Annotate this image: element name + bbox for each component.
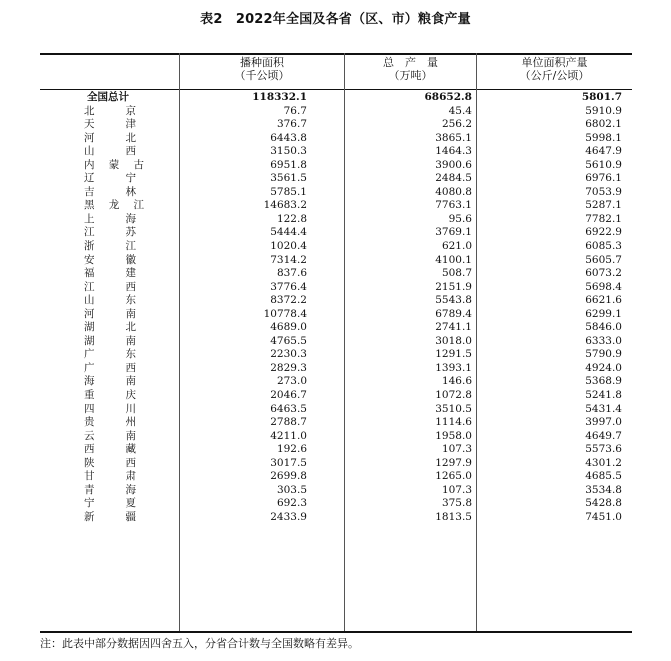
table-row (40, 484, 632, 498)
region-name: 宁 夏 (84, 497, 136, 510)
table-row (40, 254, 632, 268)
value-output: 2484.5 (435, 172, 472, 185)
table-header-rule (40, 89, 632, 90)
region-name: 甘 肃 (84, 470, 136, 483)
table-row-total (40, 91, 632, 105)
value-output: 2741.1 (435, 321, 472, 334)
value-output: 68652.8 (424, 91, 472, 103)
value-output: 1958.0 (435, 429, 472, 442)
region-name: 山 东 (84, 294, 136, 307)
value-yield: 4685.5 (585, 470, 622, 483)
value-output: 146.6 (441, 375, 472, 388)
value-output: 45.4 (448, 104, 472, 117)
value-area: 76.7 (283, 104, 307, 117)
value-yield: 6073.2 (585, 267, 622, 280)
value-area: 1020.4 (270, 240, 307, 253)
value-output: 3018.0 (435, 334, 472, 347)
table-row (40, 511, 632, 525)
value-output: 4080.8 (435, 185, 472, 198)
table-row (40, 403, 632, 417)
value-area: 8372.2 (270, 294, 307, 307)
value-area: 303.5 (276, 483, 307, 496)
value-area: 6951.8 (270, 158, 307, 171)
value-yield: 3997.0 (585, 416, 622, 429)
value-output: 95.6 (448, 212, 472, 225)
table-row (40, 186, 632, 200)
value-yield: 5998.1 (585, 131, 622, 144)
value-area: 4689.0 (270, 321, 307, 334)
value-yield: 5910.9 (585, 104, 622, 117)
value-area: 837.6 (276, 267, 307, 280)
value-yield: 5790.9 (585, 348, 622, 361)
value-output: 1297.9 (435, 456, 472, 469)
value-output: 3510.5 (435, 402, 472, 415)
table-row (40, 348, 632, 362)
table-row (40, 294, 632, 308)
region-name: 广 西 (84, 361, 136, 374)
region-name: 贵 州 (84, 416, 136, 429)
table-row (40, 172, 632, 186)
region-name: 辽 宁 (84, 172, 136, 185)
value-area: 273.0 (276, 375, 307, 388)
table-row (40, 389, 632, 403)
value-output: 621.0 (441, 240, 472, 253)
value-area: 2046.7 (270, 389, 307, 402)
value-area: 122.8 (276, 212, 307, 225)
column-header-unit: （公斤/公顷） (519, 69, 590, 82)
region-name: 湖 南 (84, 334, 136, 347)
value-area: 5444.4 (270, 226, 307, 239)
value-yield: 7053.9 (585, 185, 622, 198)
value-yield: 6621.6 (585, 294, 622, 307)
value-area: 2699.8 (270, 470, 307, 483)
value-yield: 5573.6 (585, 443, 622, 456)
table-row (40, 132, 632, 146)
value-output: 1114.6 (435, 416, 472, 429)
table-row (40, 199, 632, 213)
region-name: 全国总计 (87, 91, 129, 103)
value-yield: 4301.2 (585, 456, 622, 469)
table-row (40, 430, 632, 444)
value-area: 376.7 (276, 118, 307, 131)
value-output: 1072.8 (435, 389, 472, 402)
table-row (40, 362, 632, 376)
region-name: 天 津 (84, 118, 136, 131)
value-area: 3776.4 (270, 280, 307, 293)
table-row (40, 159, 632, 173)
value-yield: 4647.9 (585, 145, 622, 158)
value-yield: 5698.4 (585, 280, 622, 293)
region-name: 青 海 (84, 483, 136, 496)
value-output: 1464.3 (435, 145, 472, 158)
value-output: 5543.8 (435, 294, 472, 307)
value-output: 1813.5 (435, 510, 472, 523)
value-yield: 5287.1 (585, 199, 622, 212)
value-yield: 5368.9 (585, 375, 622, 388)
value-area: 7314.2 (270, 253, 307, 266)
value-area: 192.6 (276, 443, 307, 456)
column-header-unit: （万吨） (388, 69, 433, 82)
value-yield: 6976.1 (585, 172, 622, 185)
value-output: 7763.1 (435, 199, 472, 212)
region-name: 湖 北 (84, 321, 136, 334)
value-yield: 6333.0 (585, 334, 622, 347)
region-name: 新 疆 (84, 510, 136, 523)
value-yield: 6802.1 (585, 118, 622, 131)
column-header-output (345, 56, 476, 82)
column-header-label: 单位面积产量 (521, 56, 588, 69)
value-area: 4211.0 (270, 429, 307, 442)
table-bottom-rule (40, 631, 632, 633)
table-row (40, 105, 632, 119)
region-name: 江 苏 (84, 226, 136, 239)
value-output: 3769.1 (435, 226, 472, 239)
region-name: 福 建 (84, 267, 136, 280)
region-name: 安 徽 (84, 253, 136, 266)
region-name: 上 海 (84, 212, 136, 225)
footnote: 注：此表中部分数据因四舍五入，分省合计数与全国数略有差异。 (40, 637, 359, 650)
table-row (40, 213, 632, 227)
value-yield: 5610.9 (585, 158, 622, 171)
value-yield: 4924.0 (585, 361, 622, 374)
value-area: 6463.5 (270, 402, 307, 415)
value-area: 692.3 (276, 497, 307, 510)
table-row (40, 267, 632, 281)
value-yield: 5431.4 (585, 402, 622, 415)
value-area: 5785.1 (270, 185, 307, 198)
value-output: 4100.1 (435, 253, 472, 266)
value-output: 6789.4 (435, 307, 472, 320)
value-area: 2829.3 (270, 361, 307, 374)
region-name: 海 南 (84, 375, 136, 388)
region-name: 云 南 (84, 429, 136, 442)
region-name: 河 北 (84, 131, 136, 144)
value-output: 1265.0 (435, 470, 472, 483)
column-header-area (180, 56, 344, 82)
region-name: 浙 江 (84, 240, 136, 253)
region-name: 陕 西 (84, 456, 136, 469)
value-output: 107.3 (441, 443, 472, 456)
column-header-yield (477, 56, 632, 82)
value-output: 3900.6 (435, 158, 472, 171)
table-row (40, 281, 632, 295)
table-row (40, 470, 632, 484)
region-name: 河 南 (84, 307, 136, 320)
value-yield: 4649.7 (585, 429, 622, 442)
region-name: 黑 龙 江 (84, 199, 144, 212)
value-output: 375.8 (441, 497, 472, 510)
value-area: 14683.2 (263, 199, 307, 212)
value-yield: 5428.8 (585, 497, 622, 510)
value-output: 1291.5 (435, 348, 472, 361)
region-name: 吉 林 (84, 185, 136, 198)
region-name: 四 川 (84, 402, 136, 415)
value-area: 2433.9 (270, 510, 307, 523)
value-area: 2788.7 (270, 416, 307, 429)
value-area: 118332.1 (252, 91, 307, 103)
table-row (40, 118, 632, 132)
value-yield: 7451.0 (585, 510, 622, 523)
value-output: 3865.1 (435, 131, 472, 144)
table-row (40, 443, 632, 457)
region-name: 广 东 (84, 348, 136, 361)
value-yield: 5846.0 (585, 321, 622, 334)
value-yield: 5605.7 (585, 253, 622, 266)
region-name: 江 西 (84, 280, 136, 293)
value-area: 2230.3 (270, 348, 307, 361)
table-top-rule (40, 53, 632, 55)
value-output: 107.3 (441, 483, 472, 496)
region-name: 西 藏 (84, 443, 136, 456)
value-yield: 6299.1 (585, 307, 622, 320)
value-area: 6443.8 (270, 131, 307, 144)
value-output: 508.7 (441, 267, 472, 280)
region-name: 山 西 (84, 145, 136, 158)
table-row (40, 308, 632, 322)
value-yield: 3534.8 (585, 483, 622, 496)
region-name: 重 庆 (84, 389, 136, 402)
table-row (40, 375, 632, 389)
region-name: 北 京 (84, 104, 136, 117)
value-yield: 6922.9 (585, 226, 622, 239)
table-row (40, 416, 632, 430)
value-yield: 5801.7 (581, 91, 622, 103)
column-header-label: 总 产 量 (383, 56, 438, 69)
value-output: 256.2 (441, 118, 472, 131)
value-yield: 6085.3 (585, 240, 622, 253)
value-area: 3561.5 (270, 172, 307, 185)
table-row (40, 321, 632, 335)
value-output: 2151.9 (435, 280, 472, 293)
table-row (40, 226, 632, 240)
table-row (40, 240, 632, 254)
value-area: 3017.5 (270, 456, 307, 469)
column-header-label: 播种面积 (240, 56, 284, 69)
column-header-unit: （千公顷） (234, 69, 290, 82)
value-yield: 5241.8 (585, 389, 622, 402)
table-row (40, 145, 632, 159)
value-yield: 7782.1 (585, 212, 622, 225)
table-title: 表2 2022年全国及各省（区、市）粮食产量 (200, 12, 471, 27)
value-area: 10778.4 (263, 307, 307, 320)
table-row (40, 457, 632, 471)
table-row (40, 335, 632, 349)
value-area: 3150.3 (270, 145, 307, 158)
table-row (40, 497, 632, 511)
table-body (40, 91, 632, 525)
region-name: 内 蒙 古 (84, 158, 144, 171)
value-area: 4765.5 (270, 334, 307, 347)
value-output: 1393.1 (435, 361, 472, 374)
